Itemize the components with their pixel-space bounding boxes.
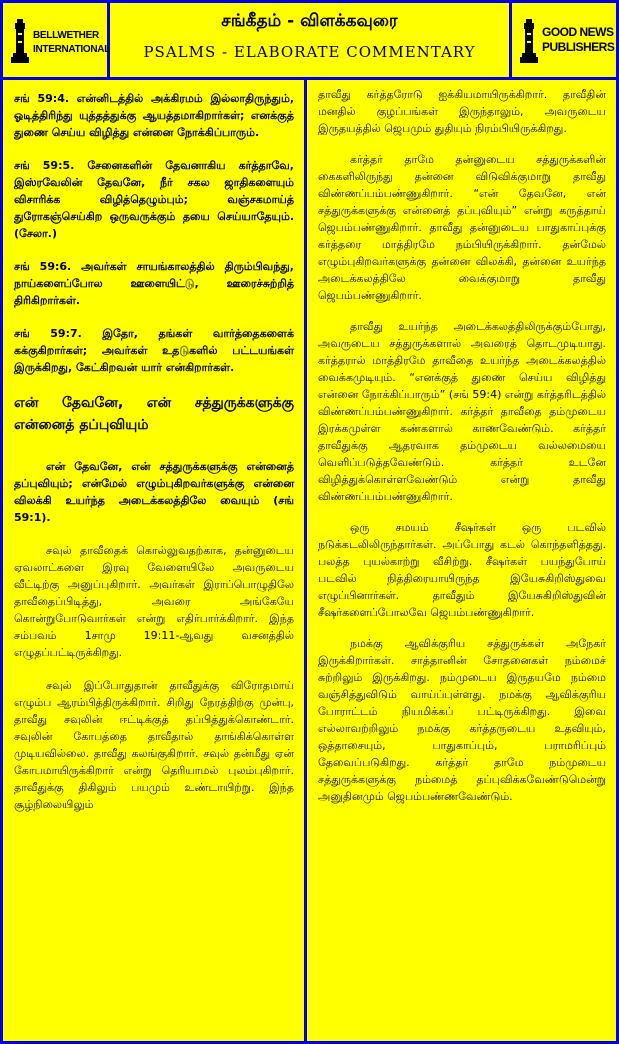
verse-59-7: சங் 59:7. இதோ, தங்கள் வார்த்தைகளைக் கக்குகிறார்கள்; அவர்கள் உதடுகளில் பட்டயங்கள் இருக்கிறது, கேட்கிறவன் யார் என்கிறார்கள்.: [14, 327, 294, 374]
right-column: [307, 80, 616, 1041]
bellwether-logo-icon: [11, 19, 29, 63]
paragraph: தாவீது உயர்ந்த அடைக்கலத்திலிருக்கும்போது, அவருடைய சத்துருக்களால் அவரைத் தொடமுடியாது. கர்த்தரால் மாத்திரமே தாவீதை உயர்ந்த அடைக்கலத்தில் வைக்கமுடியும். “எனக்குத் துணை செய்ய விழித்து என்னை நோக்கிப்பாரும்” (சங் 59:4) என்று கர்த்தரிடத்தில் விண்ணப்பம்பண்ணுகிறார். கர்த்தர் தாவீதை தம்முடைய இரக்கமுள்ள கண்களால் காணவேண்டும். கர்த்தர் தாவீதுக்கு ஆதரவாக தம்முடைய வல்லமையை வெளிப்படுத்தவேண்டும். கர்த்தர் உடனே விழித்துக்கொள்ளவேண்டும் என்று தாவீது விண்ணப்பம்பண்ணுகிறார்.: [318, 320, 606, 503]
verse-59-5: சங் 59:5. சேனைகளின் தேவனாகிய கர்த்தாவே, இஸ்ரவேலின் தேவனே, நீர் சகல ஜாதிகளையும் விசாரிக்க விழித்தெழும்பும்; வஞ்சகமாய்த் துரோகஞ்செய்கிற ஒருவருக்கும் தயை செய்யாதேயும். (சேலா.): [14, 159, 294, 240]
right-logo-line2: PUBLISHERS: [542, 40, 615, 54]
good-news-logo: [520, 15, 615, 65]
bellwether-logo: [11, 15, 111, 65]
section-heading: என் தேவனே, என் சத்துருக்களுக்கு என்னைத் தப்புவியும்: [14, 395, 294, 433]
key-verse-quote: என் தேவனே, என் சத்துருக்களுக்கு என்னைத் தப்புவியும்; என்மேல் எழும்புகிறவர்களுக்கு என்னை விலக்கி உயர்ந்த அடைக்கலத்திலே வையும் (சங் 59:1).: [14, 460, 294, 524]
left-logo-line1: BELLWETHER: [33, 30, 99, 41]
paragraph: சவுல் தாவீதைக் கொல்லுவதற்காக, தன்னுடைய ஏவலாட்களை இரவு வேளையிலே அவருடைய வீட்டிற்கு அனுப்புகிறார். அவர்கள் இராப்பொழுதிலே தாவீதைப்பிடித்து, அவரை அங்கேயே கொன்றுபோடுவார்கள் என்று எதிர்பார்க்கிறார். இந்த சம்பவம் 1சாமு 19:11-ஆவது வசனத்தில் எழுதப்பட்டிருக்கிறது.: [14, 544, 294, 659]
paragraph: நமக்கு ஆவிக்குரிய சத்துருக்கள் அநேகர் இருக்கிறார்கள். சாத்தானின் சோதனைகள் நம்மைச் சுற்றிலும் இருக்கிறது. நம்முடைய இருதயமே நம்மை வஞ்சித்துவிடும் வாய்ப்புள்ளது. நமக்கு ஆவிக்குரிய போராட்டம் நியமிக்கப் பட்டிருக்கிறது. இவை எல்லாவற்றிலும் நமக்கு கர்த்தருடைய உதவியும், ஒத்தாசையும், பாதுகாப்பும், பராமரிப்பும் தேவைப்படுகிறது. கர்த்தர் தாமே நம்முடைய சத்துருக்களுக்கு நம்மைத் தப்புவிக்கவேண்டுமென்று அனுதினமும் ஜெபம்பண்ணவேண்டும்.: [318, 637, 606, 803]
paragraph: கர்த்தர் தாமே தன்னுடைய சத்துருக்களின் கைகளிலிருந்து தன்னை விடுவிக்குமாறு தாவீது விண்ணப்பம்பண்ணுகிறார். “என் தேவனே, என் சத்துருக்களுக்கு என்னைத் தப்புவியும்” என்று கருத்தாய் ஜெபம்பண்ணுகிறார். தாவீது தன்னுடைய பாதுகாப்புக்கு கர்த்தரை மாத்திரமே நம்பியிருக்கிறார். தன்மேல் எழும்புகிறவர்களுக்கு தன்னை விலக்கி, தன்னை உயர்ந்த அடைக்கலத்திலே வைக்குமாறு தாவீது ஜெபம்பண்ணுகிறார்.: [318, 153, 606, 302]
paragraph: தாவீது கர்த்தரோடு ஐக்கியமாயிருக்கிறார். தாவீதின் மனதில் குழப்பங்கள் இருந்தாலும், அவருடைய இருதயத்தில் ஜெபமும் துதியும் நிரம்பியிருக்கிறது.: [318, 88, 606, 135]
verse-59-6: சங் 59:6. அவர்கள் சாயங்காலத்தில் திரும்பிவந்து, நாய்களைப்போல ஊளையிட்டு, ஊரைச்சுற்றித் திரிகிறார்கள்.: [14, 260, 294, 307]
header-title-panel: [110, 3, 509, 77]
left-logo-line2: INTERNATIONAL: [33, 44, 111, 55]
header-right-panel: [512, 3, 616, 77]
paragraph: சவுல் இப்போதுதான் தாவீதுக்கு விரோதமாய் எழும்ப ஆரம்பித்திருக்கிறார். சிறிது நேரத்திற்கு முன்பு, தாவீது சவுலின் ஈட்டிக்குத் தப்பித்துக்கொண்டார். சவுலின் கோபத்தை தாவீதால் தாங்கிக்கொள்ள முடியவில்லை. தாவீது கலங்குகிறார். சவுல் தன்மீது ஏன் கோபமாயிருக்கிறார் என்று தெரியாமல் புலம்புகிறார். தாவீதுக்கு திகிலும் பயமும் உண்டாயிற்று. இந்த சூழ்நிலையிலும்: [14, 679, 294, 811]
good-news-logo-icon: [520, 19, 538, 63]
paragraph: ஒரு சமயம் சீஷர்கள் ஒரு படவில் நடுக்கடலிலிருந்தார்கள். அப்போது கடல் கொந்தளித்தது. பலத்த புயல்காற்று வீசிற்று. சீஷர்கள் பயந்துபோய் படவில் நித்திரையாயிருந்த இயேசுகிறிஸ்துவை எழுப்பினார்கள். தாவீதும் இயேசுகிறிஸ்துவின் சீஷர்களைப்போலவே ஜெபம்பண்ணுகிறார்.: [318, 521, 606, 619]
right-logo-line1: GOOD NEWS: [542, 25, 614, 39]
page-title-english: PSALMS - ELABORATE COMMENTARY: [143, 43, 476, 61]
page-title-tamil: சங்கீதம் - விளக்கவுரை: [221, 11, 398, 31]
left-column: [3, 80, 304, 1041]
verse-59-4: சங் 59:4. என்னிடத்தில் அக்கிரமம் இல்லாதிருந்தும், ஓடித்திரிந்து யுத்தத்துக்கு ஆயத்தமாகிறார்கள்; எனக்குத் துணை செய்ய விழித்து என்னை நோக்கிப்பாரும்.: [14, 92, 294, 139]
header-left-panel: [3, 3, 111, 77]
